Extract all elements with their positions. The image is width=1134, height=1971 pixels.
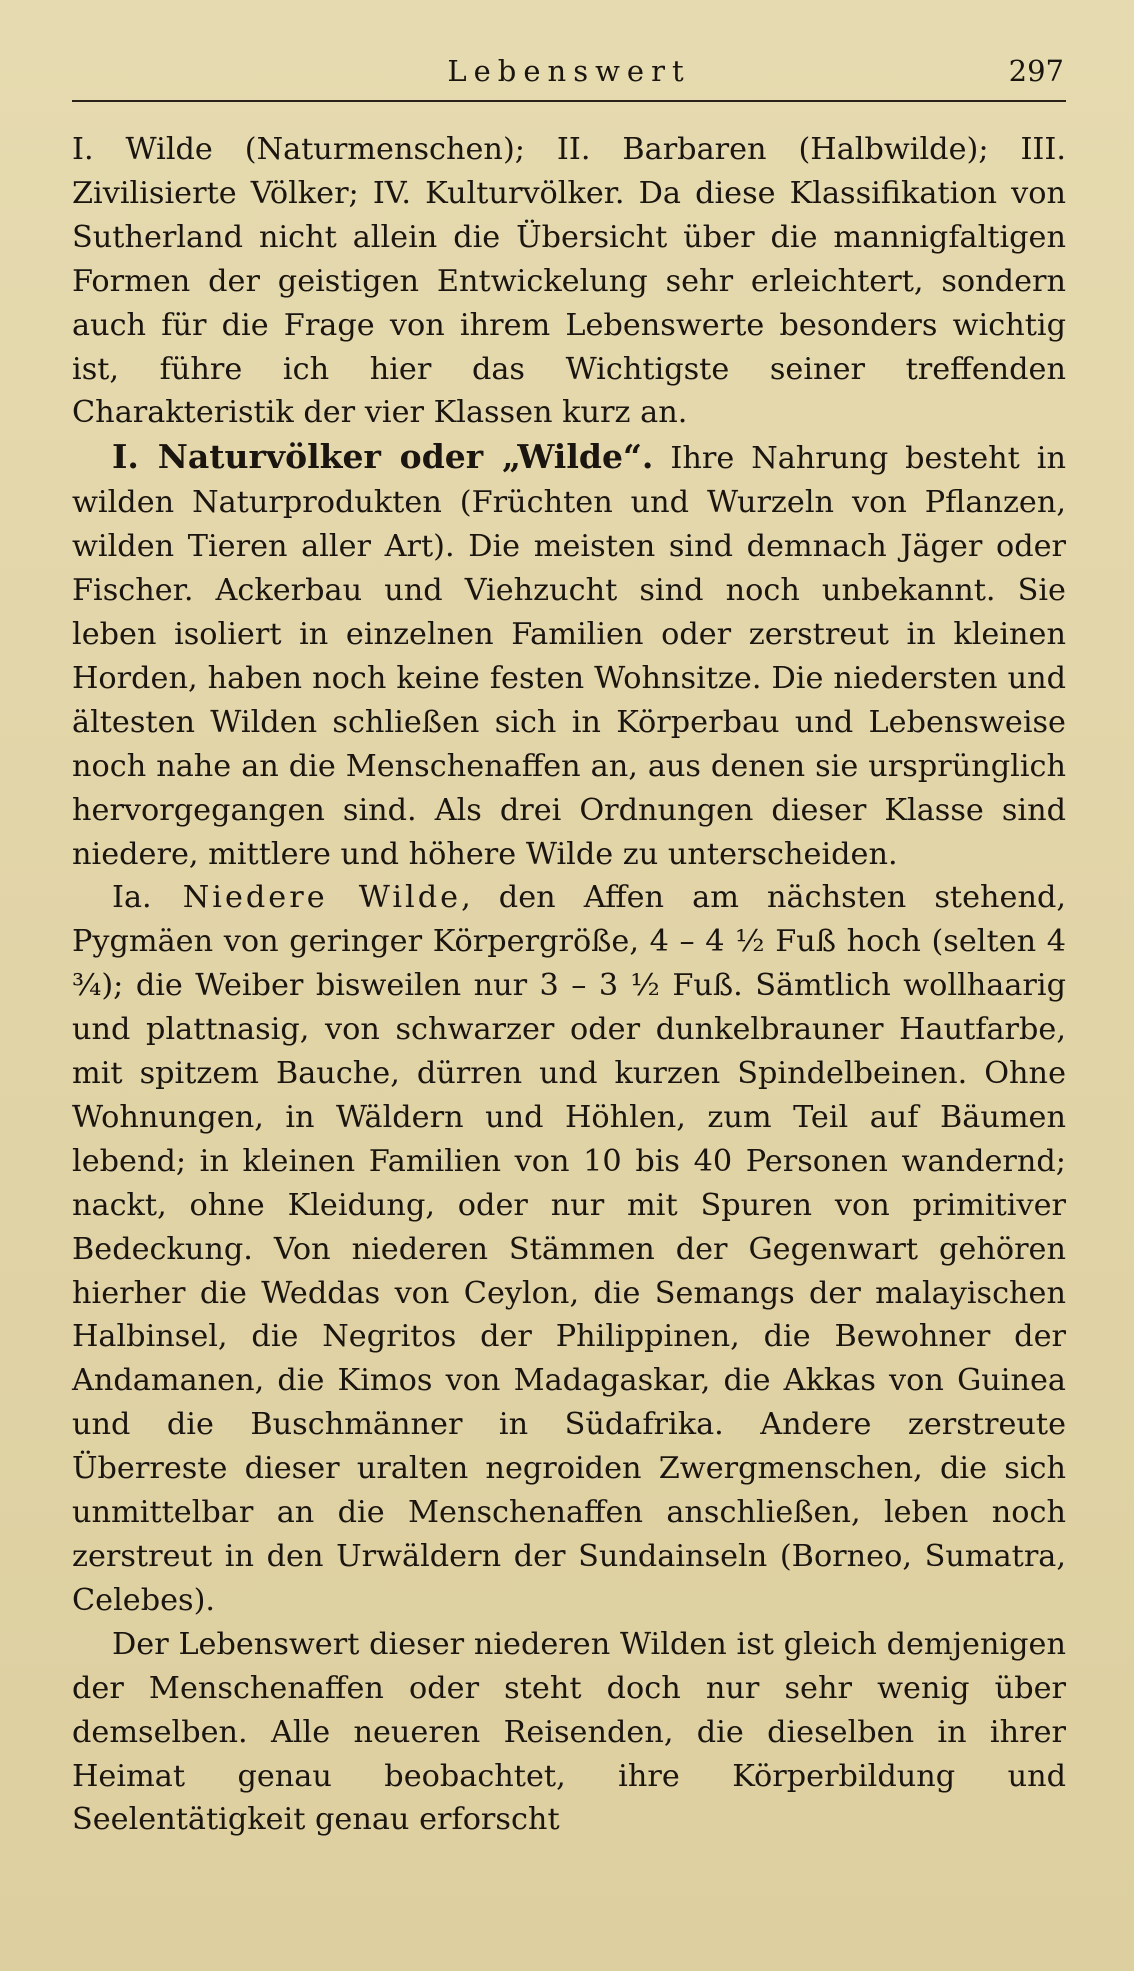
section-heading: I. Naturvölker oder „Wilde“. [112, 437, 654, 477]
body-text [72, 128, 1066, 1842]
subsection-term: Niedere Wilde [151, 880, 462, 916]
running-head: Lebenswert [447, 54, 691, 88]
page-header [72, 48, 1066, 102]
paragraph-naturvoelker [72, 435, 1066, 876]
paragraph-lebenswert [72, 1623, 1066, 1843]
paragraph-niedere-wilde [72, 876, 1066, 1622]
paragraph-text: I. Wilde (Naturmenschen); II. Barbaren (Halbwilde); III. Zivilisierte Völker; IV. Kulturvölker. Da diese Klassifikation von Sutherland nicht allein die Übersicht über die mannigfaltigen Formen der geistigen Entwickelung sehr erleichtert, sondern auch für die Frage von ihrem Lebenswerte besonders wichtig ist, führe ich hier das Wichtigste seiner treffenden Charakteristik der vier Klassen kurz an. [72, 132, 1066, 431]
paragraph-text: Der Lebenswert dieser niederen Wilden ist gleich demjenigen der Menschenaffen oder steht doch nur sehr wenig über demselben. Alle neueren Reisenden, die dieselben in ihrer Heimat genau beobachtet, ihre Körperbildung und Seelentätigkeit genau erforscht [72, 1626, 1066, 1838]
paragraph-text: , den Affen am nächsten stehend, Pygmäen von geringer Körpergröße, 4 – 4 ½ Fuß hoch (selten 4 ¾); die Weiber bisweilen nur 3 – 3 ½ Fuß. Sämtlich wollhaarig und plattnasig, von schwarzer oder dunkelbrauner Hautfarbe, mit spitzem Bauche, dürren und kurzen Spindelbeinen. Ohne Wohnungen, in Wäldern und Höhlen, zum Teil auf Bäumen lebend; in kleinen Familien von 10 bis 40 Personen wandernd; nackt, ohne Kleidung, oder nur mit Spuren von primitiver Bedeckung. Von niederen Stämmen der Gegenwart gehören hierher die Weddas von Ceylon, die Semangs der malayischen Halbinsel, die Negritos der Philippinen, die Bewohner der Andamanen, die Kimos von Madagaskar, die Akkas von Guinea und die Buschmänner in Südafrika. Andere zerstreute Überreste dieser uralten negroiden Zwergmenschen, die sich unmittelbar an die Menschenaffen anschließen, leben noch zerstreut in den Urwäldern der Sundainseln (Borneo, Sumatra, Celebes). [72, 880, 1067, 1618]
paragraph-1 [72, 128, 1066, 435]
paragraph-text: Ihre Nahrung besteht in wilden Naturprodukten (Früchten und Wurzeln von Pflanzen, wilden Tieren aller Art). Die meisten sind demnach Jäger oder Fischer. Ackerbau und Viehzucht sind noch unbekannt. Sie leben isoliert in einzelnen Familien oder zerstreut in kleinen Horden, haben noch keine festen Wohnsitze. Die niedersten und ältesten Wilden schließen sich in Körperbau und Lebensweise noch nahe an die Menschenaffen an, aus denen sie ursprünglich hervorgegangen sind. Als drei Ordnungen dieser Klasse sind niedere, mittlere und höhere Wilde zu unterscheiden. [72, 441, 1066, 872]
subsection-label: Ia. [112, 880, 152, 916]
page-number: 297 [1008, 54, 1064, 88]
